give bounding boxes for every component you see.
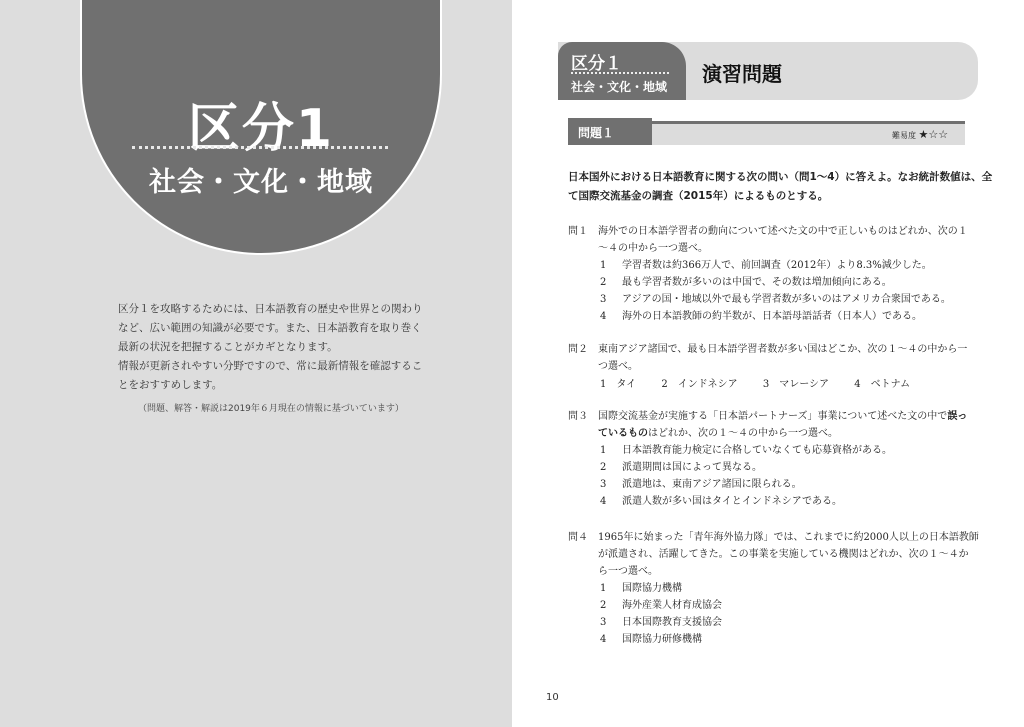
- info-note: （問題、解答・解説は2019年６月現在の情報に基づいています）: [138, 404, 404, 414]
- question-number: 問１: [568, 226, 588, 237]
- intro-line: とをおすすめします。: [118, 379, 223, 391]
- answer-option: 4 国際協力研修機構: [600, 634, 702, 645]
- question-text: 海外での日本語学習者の動向について述べた文の中で正しいものはどれか、次の１: [598, 226, 968, 237]
- tab-subtitle: 社会・文化・地域: [571, 80, 668, 94]
- section-title: 区分1: [187, 99, 335, 159]
- question-number: 問３: [568, 411, 588, 422]
- intro-text: [118, 300, 423, 395]
- page-title: 演習問題: [702, 62, 782, 86]
- section-subtitle: 社会・文化・地域: [149, 167, 373, 198]
- question-text: 国際交流基金が実施する「日本語パートナーズ」事業について述べた文の中で誤っ: [598, 411, 968, 422]
- answer-option: 2 派遣期間は国によって異なる。: [600, 462, 762, 473]
- question-prompt: [568, 168, 993, 206]
- answer-option: 1 タイ: [600, 379, 637, 390]
- answer-option: 4 ベトナム: [854, 379, 911, 390]
- question-text: 東南アジア諸国で、最も日本語学習者数が多い国はどこか、次の１〜４の中から一: [598, 344, 968, 355]
- question-text: 1965年に始まった「青年海外協力隊」では、これまでに約2000人以上の日本語教師: [598, 532, 979, 543]
- dotted-divider: [132, 146, 388, 149]
- intro-line: など、広い範囲の知識が必要です。また、日本語教育を取り巻く: [118, 322, 422, 334]
- question-text: つ選べ。: [598, 361, 638, 372]
- prompt-line: て国際交流基金の調査（2015年）によるものとする。: [568, 190, 829, 202]
- difficulty-indicator: [892, 128, 948, 141]
- intro-line: 区分１を攻略するためには、日本語教育の歴史や世界との関わり: [118, 303, 423, 315]
- question-number: 問４: [568, 532, 588, 543]
- answer-option: 1 国際協力機構: [600, 583, 682, 594]
- question-text: が派遣され、活躍してきた。この事業を実施している機関はどれか、次の１〜４か: [598, 549, 969, 560]
- question-number: 問２: [568, 344, 588, 355]
- answer-option: 2 インドネシア: [661, 379, 738, 390]
- question-text: ら一つ選べ。: [598, 566, 658, 577]
- tab-title: 区分１: [571, 54, 622, 74]
- answer-option: 1 学習者数は約366万人で、前回調査（2012年）より8.3%減少した。: [600, 260, 932, 271]
- question-text: ているものはどれか、次の１〜４の中から一つ選べ。: [598, 428, 838, 439]
- section-tab: [558, 42, 686, 100]
- answer-option: 3 派遣地は、東南アジア諸国に限られる。: [600, 479, 802, 490]
- star-rating-icon: ★☆☆: [918, 128, 949, 141]
- answer-option: 1 日本語教育能力検定に合格していなくても応募資格がある。: [600, 445, 892, 456]
- answer-option: 4 海外の日本語教師の約半数が、日本語母語話者（日本人）である。: [600, 311, 922, 322]
- answer-options-inline: [600, 375, 932, 390]
- question-text: 〜４の中から一つ選べ。: [598, 243, 708, 254]
- answer-option: 4 派遣人数が多い国はタイとインドネシアである。: [600, 496, 842, 507]
- page-number: 10: [546, 692, 559, 703]
- right-page: [512, 0, 1024, 727]
- prompt-line: 日本国外における日本語教育に関する次の問い（問1〜4）に答えよ。なお統計数値は、全: [568, 171, 993, 183]
- intro-line: 情報が更新されやすい分野ですので、常に最新情報を確認するこ: [118, 360, 423, 372]
- difficulty-label: 難易度: [892, 131, 916, 140]
- intro-line: 最新の状況を把握することがカギとなります。: [118, 341, 338, 353]
- answer-option: 3 マレーシア: [762, 379, 830, 390]
- question-label: 問題１: [568, 118, 652, 145]
- answer-option: 3 日本国際教育支援協会: [600, 617, 722, 628]
- answer-option: 3 アジアの国・地域以外で最も学習者数が多いのはアメリカ合衆国である。: [600, 294, 951, 305]
- answer-option: 2 海外産業人材育成協会: [600, 600, 722, 611]
- tab-divider: [571, 72, 669, 74]
- answer-option: 2 最も学習者数が多いのは中国で、その数は増加傾向にある。: [600, 277, 892, 288]
